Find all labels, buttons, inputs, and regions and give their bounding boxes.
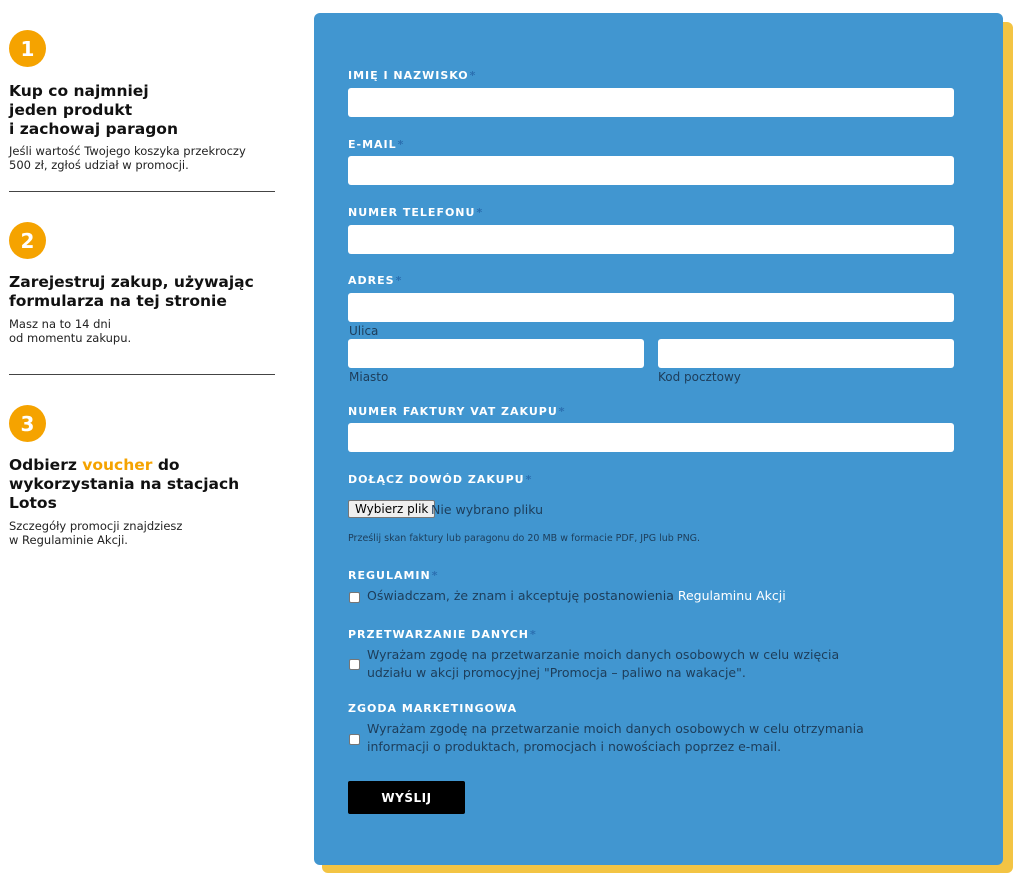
step-3-title-end: do wykorzystania na stacjach Lotos bbox=[9, 456, 240, 512]
terms-label bbox=[348, 569, 438, 582]
data-processing-checkbox[interactable] bbox=[349, 659, 360, 670]
address-label-text: ADRES bbox=[348, 274, 395, 287]
phone-input[interactable] bbox=[348, 225, 954, 254]
invoice-label bbox=[348, 405, 566, 418]
email-input[interactable] bbox=[348, 156, 954, 185]
step-1-desc: Jeśli wartość Twojego koszyka przekroczy 500 zł, zgłoś udział w promocji. bbox=[9, 144, 246, 172]
step-2-number: 2 bbox=[20, 228, 35, 253]
marketing-checkbox[interactable] bbox=[349, 734, 360, 745]
data-processing-label-text: PRZETWARZANIE DANYCH bbox=[348, 628, 529, 641]
data-processing-text: Wyrażam zgodę na przetwarzanie moich danych osobowych w celu wzięcia udziału w akcji promocyjnej "Promocja – paliwo na wakacje". bbox=[367, 647, 840, 680]
email-required-mark: * bbox=[397, 138, 405, 151]
step-divider-1 bbox=[9, 191, 275, 192]
address-required-mark: * bbox=[395, 274, 403, 287]
step-2-badge bbox=[9, 222, 46, 259]
city-sublabel: Miasto bbox=[349, 370, 389, 384]
proof-required-mark: * bbox=[525, 473, 533, 486]
address-label bbox=[348, 274, 402, 287]
marketing-label: ZGODA MARKETINGOWA bbox=[348, 702, 518, 715]
file-status: Nie wybrano pliku bbox=[431, 502, 544, 517]
step-1-number: 1 bbox=[20, 36, 35, 61]
terms-link[interactable]: Regulaminu Akcji bbox=[677, 588, 786, 603]
submit-button[interactable]: WYŚLIJ bbox=[348, 781, 465, 814]
step-3-title-accent: voucher bbox=[82, 456, 153, 474]
marketing-text: Wyrażam zgodę na przetwarzanie moich danych osobowych w celu otrzymania informacji o produktach, promocjach i nowościach poprzez e-mail. bbox=[367, 721, 864, 754]
file-hint: Prześlij skan faktury lub paragonu do 20 MB w formacie PDF, JPG lub PNG. bbox=[348, 533, 701, 544]
proof-label bbox=[348, 473, 532, 486]
step-3-title-start: Odbierz bbox=[9, 456, 83, 474]
email-label bbox=[348, 138, 404, 151]
choose-file-button[interactable]: Wybierz plik bbox=[348, 500, 435, 518]
step-3-number: 3 bbox=[20, 411, 35, 436]
step-1-badge bbox=[9, 30, 46, 67]
invoice-label-text: NUMER FAKTURY VAT ZAKUPU bbox=[348, 405, 558, 418]
email-label-text: E-MAIL bbox=[348, 138, 397, 151]
data-processing-required-mark: * bbox=[529, 628, 537, 641]
step-3-badge bbox=[9, 405, 46, 442]
terms-text bbox=[367, 587, 887, 605]
step-3-title bbox=[9, 456, 269, 513]
invoice-required-mark: * bbox=[558, 405, 566, 418]
name-label-text: IMIĘ I NAZWISKO bbox=[348, 69, 469, 82]
step-3-desc: Szczegóły promocji znajdziesz w Regulaminie Akcji. bbox=[9, 519, 183, 547]
city-input[interactable] bbox=[348, 339, 644, 368]
proof-label-text: DOŁĄCZ DOWÓD ZAKUPU bbox=[348, 473, 525, 486]
phone-label bbox=[348, 206, 483, 219]
terms-required-mark: * bbox=[431, 569, 439, 582]
name-input[interactable] bbox=[348, 88, 954, 117]
data-processing-label bbox=[348, 628, 537, 641]
phone-label-text: NUMER TELEFONU bbox=[348, 206, 476, 219]
terms-label-text: REGULAMIN bbox=[348, 569, 431, 582]
name-required-mark: * bbox=[469, 69, 477, 82]
step-2-title: Zarejestruj zakup, używając formularza na tej stronie bbox=[9, 273, 254, 310]
street-input[interactable] bbox=[348, 293, 954, 322]
name-label bbox=[348, 69, 476, 82]
street-sublabel: Ulica bbox=[349, 324, 379, 338]
postcode-sublabel: Kod pocztowy bbox=[658, 370, 741, 384]
terms-checkbox[interactable] bbox=[349, 592, 360, 603]
phone-required-mark: * bbox=[476, 206, 484, 219]
invoice-input[interactable] bbox=[348, 423, 954, 452]
step-2-desc: Masz na to 14 dni od momentu zakupu. bbox=[9, 317, 132, 345]
step-1-title: Kup co najmniej jeden produkt i zachowaj paragon bbox=[9, 82, 178, 138]
terms-text-body: Oświadczam, że znam i akceptuję postanowienia bbox=[367, 588, 678, 603]
postcode-input[interactable] bbox=[658, 339, 954, 368]
step-divider-2 bbox=[9, 374, 275, 375]
